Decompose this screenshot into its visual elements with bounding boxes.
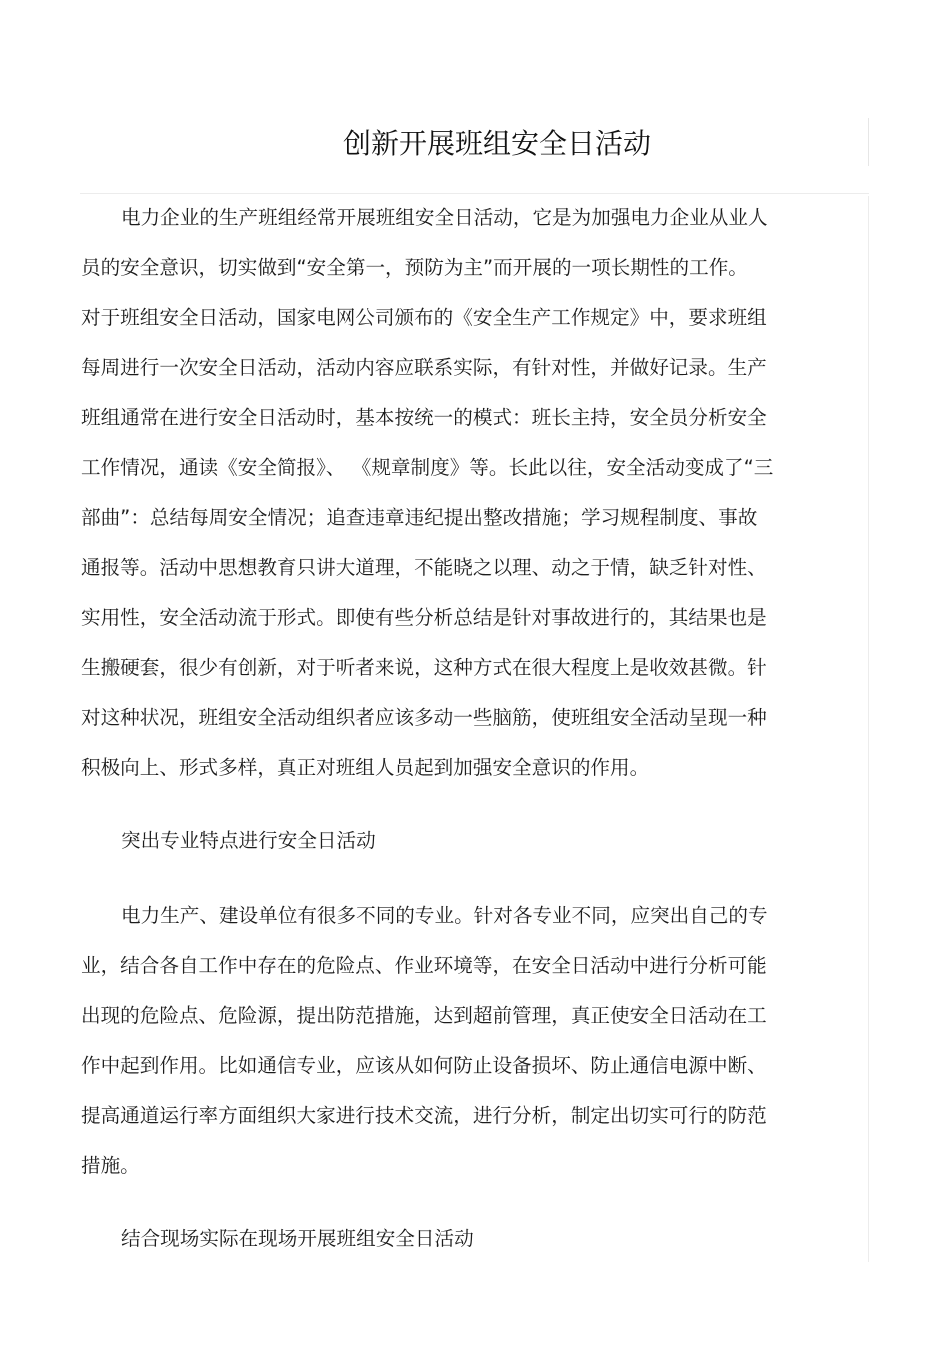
text-line: 对这种状况，班组安全活动组织者应该多动一些脑筋，使班组安全活动呈现一种 — [81, 706, 767, 729]
text-line: 提高通道运行率方面组织大家进行技术交流，进行分析，制定出切实可行的防范 — [81, 1104, 767, 1127]
text-line: 员的安全意识，切实做到“安全第一，预防为主”而开展的一项长期性的工作。 — [81, 256, 748, 279]
text-line: 业，结合各自工作中存在的危险点、作业环境等，在安全日活动中进行分析可能 — [81, 954, 767, 977]
text-line: 积极向上、形式多样，真正对班组人员起到加强安全意识的作用。 — [81, 756, 650, 779]
section-heading-professional: 突出专业特点进行安全日活动 — [121, 829, 376, 852]
text-line: 措施。 — [81, 1154, 140, 1177]
text-line: 班组通常在进行安全日活动时，基本按统一的模式：班长主持，安全员分析安全 — [81, 406, 767, 429]
text-line: 电力生产、建设单位有很多不同的专业。针对各专业不同，应突出自己的专 — [121, 904, 768, 927]
text-line: 实用性，安全活动流于形式。即使有些分析总结是针对事故进行的，其结果也是 — [81, 606, 767, 629]
text-line: 作中起到作用。比如通信专业，应该从如何防止设备损坏、防止通信电源中断、 — [81, 1054, 767, 1077]
text-line: 工作情况，通读《安全简报》、 《规章制度》等。长此以往，安全活动变成了“三 — [81, 456, 774, 479]
text-line: 通报等。活动中思想教育只讲大道理，不能晓之以理、动之于情，缺乏针对性、 — [81, 556, 767, 579]
text-line: 对于班组安全日活动，国家电网公司颁布的《安全生产工作规定》中，要求班组 — [81, 306, 767, 329]
text-line: 出现的危险点、危险源，提出防范措施，达到超前管理，真正使安全日活动在工 — [81, 1004, 767, 1027]
section-heading-onsite: 结合现场实际在现场开展班组安全日活动 — [121, 1227, 474, 1250]
text-line: 电力企业的生产班组经常开展班组安全日活动，它是为加强电力企业从业人 — [121, 206, 768, 229]
text-line: 每周进行一次安全日活动，活动内容应联系实际，有针对性，并做好记录。生产 — [81, 356, 767, 379]
page-edge-rule — [868, 196, 869, 1262]
text-line: 部曲”：总结每周安全情况；追查违章违纪提出整改措施；学习规程制度、事故 — [81, 506, 758, 529]
text-line: 生搬硬套，很少有创新，对于听者来说，这种方式在很大程度上是收效甚微。针 — [81, 656, 767, 679]
header-divider — [80, 193, 869, 194]
document-title: 创新开展班组安全日活动 — [342, 127, 651, 160]
